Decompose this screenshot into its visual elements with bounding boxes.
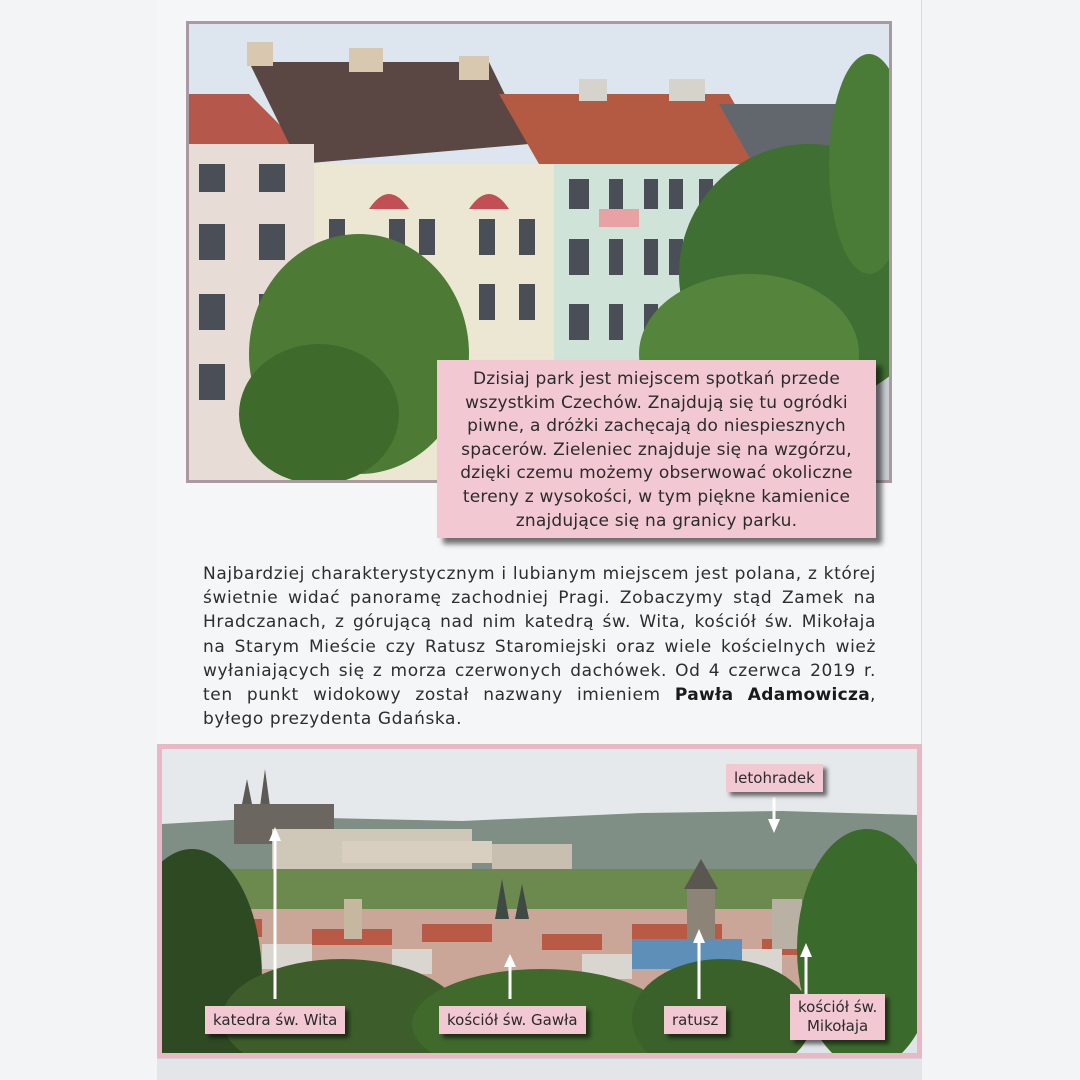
callout-line: piwne, a dróżki zachęcają do niespiesznych — [467, 416, 846, 437]
callout-line: dzięki czemu możemy obserwować okoliczne — [460, 463, 853, 484]
right-gutter — [923, 0, 1080, 1080]
callout-line: spacerów. Zieleniec znajduje się na wzgórzu, — [461, 439, 852, 460]
label-line: Mikołaja — [806, 1017, 869, 1035]
park-description-callout — [437, 360, 876, 538]
body-text-after: , byłego prezydenta Gdańska. — [203, 685, 876, 730]
bold-name: Pawła Adamowicza — [674, 685, 870, 706]
label-kosciol-sw-gawla: kościół św. Gawła — [439, 1006, 586, 1034]
body-text-before: Najbardziej charakterystycznym i lubianym miejscem jest polana, z której świetnie widać panoramę zachodniej Pragi. Zobaczymy stąd Zamek na Hradczanach, z górującą nad nim katedrą św. Wita, kościół św. Mikołaja na Starym Mieście czy Ratusz Staromiejski oraz wiele kościelnych wież wyłaniających się z morza czerwonych dachówek. Od 4 czerwca 2019 r. ten punkt widokowy został nazwany imieniem — [203, 564, 876, 706]
label-kosciol-sw-mikolaja — [790, 994, 885, 1040]
callout-line: wszystkim Czechów. Znajdują się tu ogródki — [465, 392, 848, 413]
label-line: kościół św. — [798, 998, 878, 1016]
body-paragraph — [203, 562, 876, 731]
left-gutter — [0, 0, 157, 1080]
callout-line: tereny z wysokości, w tym piękne kamienice — [462, 486, 851, 507]
page-bottom-strip — [157, 1058, 922, 1080]
callout-line: Dzisiaj park jest miejscem spotkań przede — [473, 369, 840, 389]
label-letohradek: letohradek — [726, 764, 823, 792]
label-ratusz: ratusz — [664, 1006, 726, 1034]
callout-line: znajdujące się na granicy parku. — [515, 510, 798, 531]
label-katedra-sw-wita: katedra św. Wita — [205, 1006, 345, 1034]
